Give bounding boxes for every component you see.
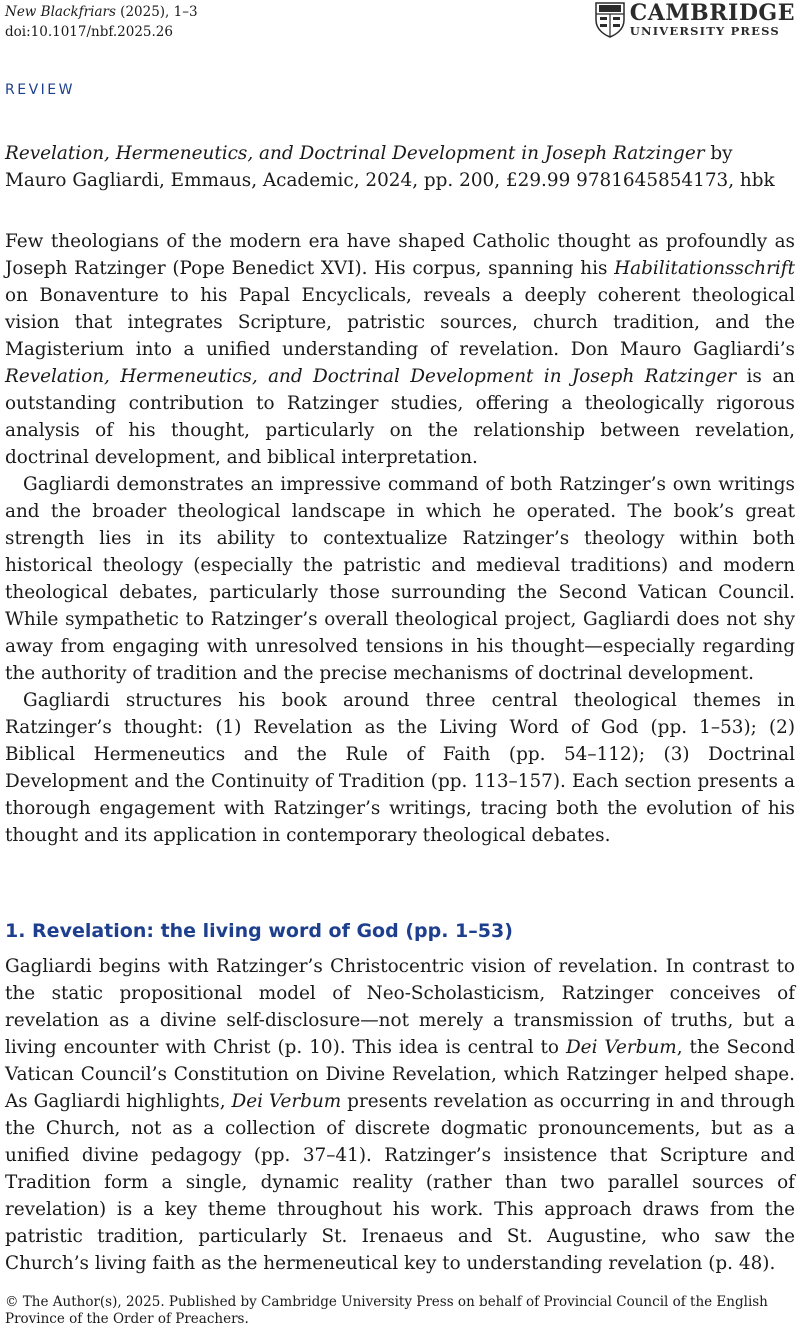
doi: doi:10.1017/nbf.2025.26 <box>5 24 173 40</box>
section-label: REVIEW <box>5 82 75 98</box>
journal-year-pages: (2025), 1–3 <box>120 4 198 20</box>
paragraph: Gagliardi demonstrates an impressive command of both Ratzinger’s own writings and the broader theological landscape in which he operated. The book’s great strength lies in its ability to contextualize Ratzinger’s theology within both historical theology (especially the patristic and medieval traditions) and modern theological debates, particularly those surrounding the Second Vatican Council. While sympathetic to Ratzinger’s overall theological project, Gagliardi does not shy away from engaging with unresolved tensions in his thought—especially regarding the authority of tradition and the precise mechanisms of doctrinal development. <box>5 474 795 684</box>
copyright-notice: © The Author(s), 2025. Published by Cambridge University Press on behalf of Provincial Council of the English Province of the Order of Preachers. <box>5 1294 768 1327</box>
text-run: is an outstanding contribution to Ratzinger studies, offering a theologically rigorous analysis of his thought, particularly on the relationship between revelation, doctrinal development, and biblical interpretation. <box>5 366 795 468</box>
paragraph <box>5 228 795 471</box>
journal-meta <box>5 2 198 42</box>
journal-name: New Blackfriars <box>5 4 116 20</box>
cambridge-shield-icon <box>595 2 625 38</box>
paragraph: Gagliardi structures his book around three central theological themes in Ratzinger’s thought: (1) Revelation as the Living Word of God (pp. 1–53); (2) Biblical Hermeneutics and the Rule of Faith (pp. 54–112); (3) Doctrinal Development and the Continuity of Tradition (pp. 113–157). Each section presents a thorough engagement with Ratzinger’s writings, tracing both the evolution of his thought and its application in contemporary theological debates. <box>5 690 795 846</box>
text-run: Few theologians of the modern era have shaped Catholic thought as profoundly as Joseph Ratzinger (Pope Benedict XVI). His corpus, spanning his <box>5 231 795 279</box>
italic-run: Dei Verbum <box>231 1091 342 1112</box>
book-title: Revelation, Hermeneutics, and Doctrinal Development in Joseph Ratzinger <box>5 143 705 164</box>
section-heading: 1. Revelation: the living word of God (pp. 1–53) <box>5 920 513 942</box>
section-body <box>5 953 795 1277</box>
book-details: by Mauro Gagliardi, Emmaus, Academic, 2024, pp. 200, £29.99 9781645854173, hbk <box>5 143 775 191</box>
intro-body <box>5 228 795 849</box>
paragraph <box>5 953 795 1277</box>
italic-run: Dei Verbum <box>565 1037 677 1058</box>
publisher-logo <box>595 2 795 38</box>
text-run: , the Second Vatican Council’s Constitution on Divine Revelation, which Ratzinger helped shape. As Gagliardi highlights, <box>5 1037 795 1112</box>
book-citation <box>5 140 795 194</box>
publisher-subtitle: UNIVERSITY PRESS <box>629 24 780 38</box>
italic-run: Revelation, Hermeneutics, and Doctrinal Development in Joseph Ratzinger <box>5 366 737 387</box>
publisher-title: CAMBRIDGE <box>629 0 795 26</box>
text-run: on Bonaventure to his Papal Encyclicals, reveals a deeply coherent theological vision that integrates Scripture, patristic sources, church tradition, and the Magisterium into a unified understanding of revelation. Don Mauro Gagliardi’s <box>5 285 795 360</box>
text-run: presents revelation as occurring in and through the Church, not as a collection of discrete dogmatic pronouncements, but as a unified divine pedagogy (pp. 37–41). Ratzinger’s insistence that Scripture and Tradition form a single, dynamic reality (rather than two parallel sources of revelation) is a key theme throughout his work. This approach draws from the patristic tradition, particularly St. Irenaeus and St. Augustine, who saw the Church’s living faith as the hermeneutical key to understanding revelation (p. 48). <box>5 1091 795 1274</box>
italic-run: Habilitationsschrift <box>614 258 795 279</box>
text-run: Gagliardi begins with Ratzinger’s Christocentric vision of revelation. In contrast to the static propositional model of Neo-Scholasticism, Ratzinger conceives of revelation as a divine self-disclosure—not merely a transmission of truths, but a living encounter with Christ (p. 10). This idea is central to <box>5 956 795 1058</box>
